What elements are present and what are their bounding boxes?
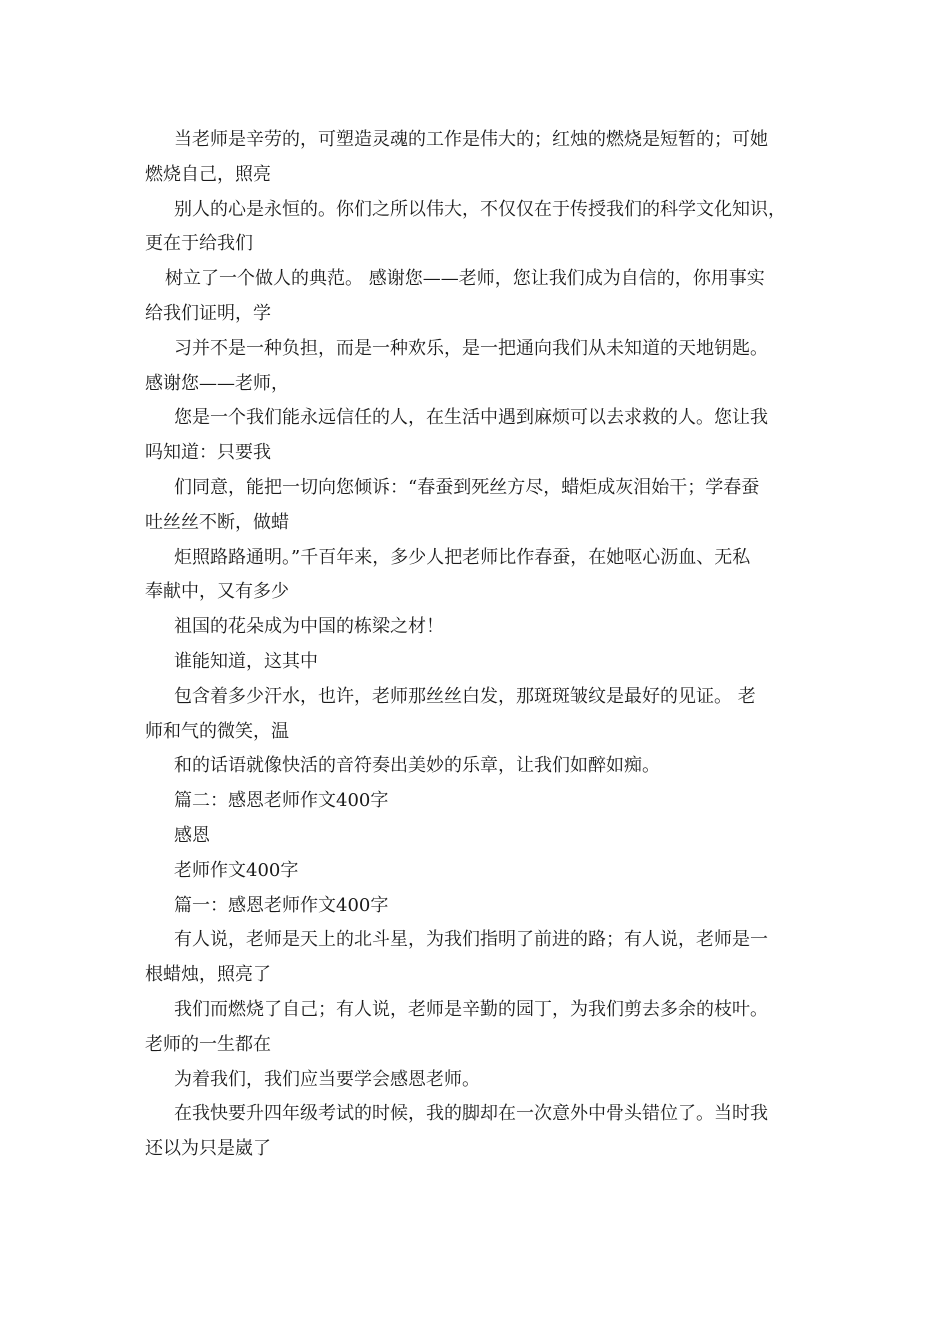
text-line: 炬照路路通明。”千百年来，多少人把老师比作春蚕，在她呕心沥血、无私	[174, 546, 751, 568]
text-line: 燃烧自己，照亮	[145, 163, 271, 185]
text-line: 在我快要升四年级考试的时候，我的脚却在一次意外中骨头错位了。当时我	[174, 1103, 768, 1125]
text-line: 别人的心是永恒的。你们之所以伟大，不仅仅在于传授我们的科学文化知识，	[174, 198, 786, 220]
text-line: 老师的一生都在	[145, 1033, 271, 1055]
text-line: 您是一个我们能永远信任的人，在生活中遇到麻烦可以去求救的人。您让我	[174, 407, 768, 429]
text-line: 更在于给我们	[145, 233, 253, 255]
text-line: 有人说，老师是天上的北斗星，为我们指明了前进的路；有人说，老师是一	[174, 929, 768, 951]
text-line: 根蜡烛，照亮了	[145, 964, 271, 986]
text-line: 还以为只是崴了	[145, 1138, 271, 1160]
text-line: 感恩	[174, 824, 210, 846]
text-line: 当老师是辛劳的，可塑造灵魂的工作是伟大的；红烛的燃烧是短暂的；可她	[174, 129, 768, 150]
text-line: 包含着多少汗水，也许，老师那丝丝白发，那斑斑皱纹是最好的见证。 老	[174, 685, 756, 707]
text-line: 们同意，能把一切向您倾诉：“春蚕到死丝方尽，蜡炬成灰泪始干；学春蚕	[174, 476, 760, 498]
text-line: 感谢您——老师，	[145, 372, 289, 394]
document-body	[145, 123, 815, 1167]
text-line: 吗知道：只要我	[145, 442, 271, 464]
section-heading: 篇二：感恩老师作文400字	[174, 790, 389, 812]
text-line: 祖国的花朵成为中国的栋梁之材！	[174, 616, 444, 638]
text-line: 师和气的微笑，温	[145, 720, 289, 742]
text-line: 给我们证明，学	[145, 302, 271, 324]
text-line: 老师作文400字	[174, 859, 299, 881]
text-line: 为着我们，我们应当要学会感恩老师。	[174, 1068, 480, 1090]
text-line: 奉献中，又有多少	[145, 581, 289, 603]
text-line: 我们而燃烧了自己；有人说，老师是辛勤的园丁，为我们剪去多余的枝叶。	[174, 998, 768, 1020]
text-line: 习并不是一种负担，而是一种欢乐，是一把通向我们从未知道的天地钥匙。	[174, 337, 768, 359]
text-line: 树立了一个做人的典范。 感谢您——老师，您让我们成为自信的，你用事实	[165, 268, 765, 290]
text-line: 谁能知道，这其中	[174, 650, 318, 672]
text-line: 吐丝丝不断，做蜡	[145, 511, 289, 533]
section-heading: 篇一：感恩老师作文400字	[174, 894, 389, 916]
text-line: 和的话语就像快活的音符奏出美妙的乐章，让我们如醉如痴。	[174, 755, 660, 777]
